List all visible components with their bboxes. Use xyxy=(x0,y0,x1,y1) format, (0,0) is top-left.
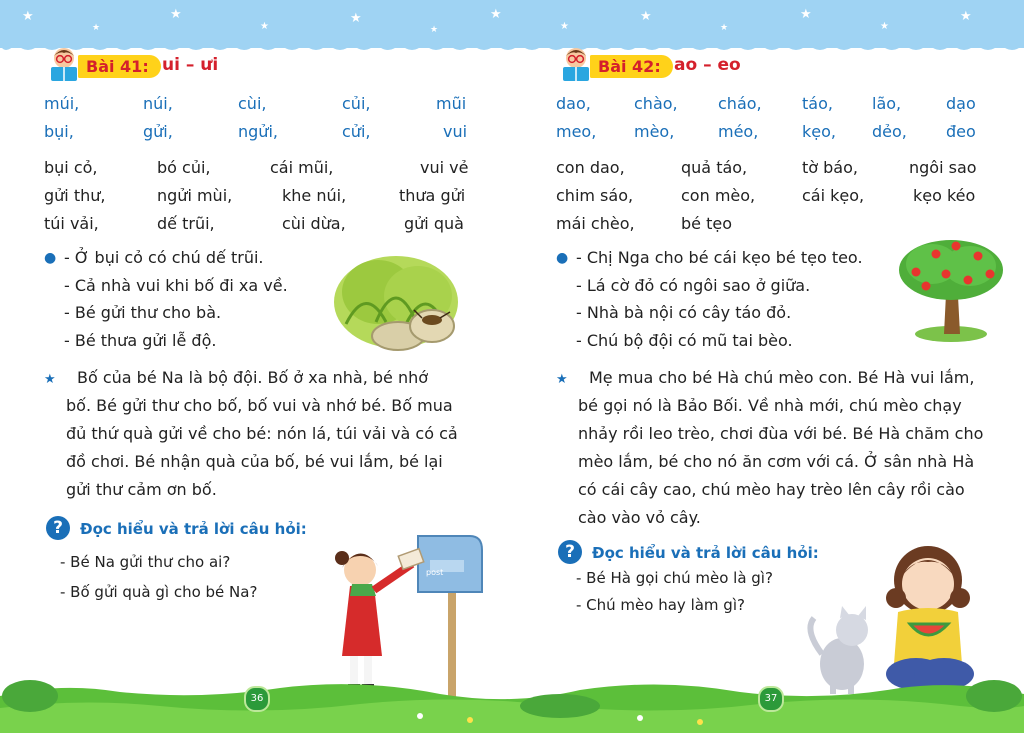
word: táo, xyxy=(802,94,833,113)
paragraph-line: nhảy rồi leo trèo, chơi đùa với bé. Bé Hà chăm cho xyxy=(578,424,984,443)
phrase: khe núi, xyxy=(282,186,347,205)
bullet-icon: ● xyxy=(44,250,57,266)
lesson-label: Bài 42: xyxy=(590,55,673,78)
phrase: tờ báo, xyxy=(802,158,858,177)
question: - Bố gửi quà gì cho bé Na? xyxy=(60,583,258,601)
paragraph-line: cào vào vỏ cây. xyxy=(578,508,701,527)
phrase: bé tẹo xyxy=(681,214,732,233)
star-decoration: ★ xyxy=(640,9,652,24)
question-icon: ? xyxy=(46,516,70,540)
phrase: quả táo, xyxy=(681,158,748,177)
word: méo, xyxy=(718,122,759,141)
question: - Bé Hà gọi chú mèo là gì? xyxy=(576,569,773,587)
phrase: vui vẻ xyxy=(420,158,469,177)
star-decoration: ★ xyxy=(22,9,34,24)
word: cháo, xyxy=(718,94,762,113)
phrase: ngôi sao xyxy=(909,158,977,177)
word: củi, xyxy=(342,94,371,113)
apple-tree-illustration xyxy=(896,234,1006,342)
phrase: bụi cỏ, xyxy=(44,158,98,177)
paragraph-line: có cái cây cao, chú mèo hay trèo lên cây rồi cào xyxy=(578,480,965,499)
star-decoration: ★ xyxy=(720,23,729,33)
reading-kid-icon xyxy=(48,46,80,82)
phrase: gửi quà xyxy=(404,214,464,233)
sentence: - Ở bụi cỏ có chú dế trũi. xyxy=(64,248,264,267)
star-decoration: ★ xyxy=(800,7,812,22)
right-page xyxy=(512,0,1024,733)
phrase: bó củi, xyxy=(157,158,211,177)
word: núi, xyxy=(143,94,173,113)
star-decoration: ★ xyxy=(880,21,889,32)
phrase: mái chèo, xyxy=(556,214,635,233)
word: kẹo, xyxy=(802,122,836,141)
star-decoration: ★ xyxy=(430,25,439,35)
word: dẻo, xyxy=(872,122,907,141)
star-decoration: ★ xyxy=(350,11,362,26)
word: đeo xyxy=(946,122,976,141)
phrase: con mèo, xyxy=(681,186,756,205)
phrase: kẹo kéo xyxy=(913,186,976,205)
paragraph-line: đồ chơi. Bé nhận quà của bố, bé vui lắm, bé lại xyxy=(66,452,443,471)
page-number: 36 xyxy=(244,686,270,712)
paragraph-line: Mẹ mua cho bé Hà chú mèo con. Bé Hà vui lắm, xyxy=(589,368,975,387)
phrase: cùi dừa, xyxy=(282,214,346,233)
lesson-title: ui – ưi xyxy=(162,55,219,75)
page-number: 37 xyxy=(758,686,784,712)
star-decoration: ★ xyxy=(170,7,182,22)
word: ngửi, xyxy=(238,122,278,141)
lesson-label: Bài 41: xyxy=(78,55,161,78)
mailbox-label: post xyxy=(426,568,444,577)
star-decoration: ★ xyxy=(92,23,101,33)
paragraph-line: gửi thư cảm ơn bố. xyxy=(66,480,217,499)
word: múi, xyxy=(44,94,80,113)
star-decoration: ★ xyxy=(490,7,502,22)
paragraph-line: bé gọi nó là Bảo Bối. Về nhà mới, chú mèo chạy xyxy=(578,396,962,415)
word: bụi, xyxy=(44,122,74,141)
question-title: Đọc hiểu và trả lời câu hỏi: xyxy=(592,544,819,562)
phrase: túi vải, xyxy=(44,214,99,233)
phrase: thưa gửi xyxy=(399,186,466,205)
word: mũi xyxy=(436,94,467,113)
sentence: - Nhà bà nội có cây táo đỏ. xyxy=(576,303,792,322)
word: cửi, xyxy=(342,122,371,141)
sentence: - Lá cờ đỏ có ngôi sao ở giữa. xyxy=(576,276,811,295)
paragraph-line: mèo lắm, bé cho nó ăn cơm với cá. Ở sân nhà Hà xyxy=(578,452,975,471)
sentence: - Chú bộ đội có mũ tai bèo. xyxy=(576,331,793,350)
word: vui xyxy=(443,122,468,141)
lesson-title: ao – eo xyxy=(674,55,741,75)
grass-ground xyxy=(0,676,1024,733)
phrase: dế trũi, xyxy=(157,214,215,233)
phrase: cái kẹo, xyxy=(802,186,865,205)
phrase: con dao, xyxy=(556,158,625,177)
word: mèo, xyxy=(634,122,675,141)
sentence: - Cả nhà vui khi bố đi xa về. xyxy=(64,276,288,295)
star-decoration: ★ xyxy=(960,9,972,24)
phrase: gửi thư, xyxy=(44,186,106,205)
sentence: - Bé gửi thư cho bà. xyxy=(64,303,222,322)
question-icon: ? xyxy=(558,540,582,564)
word: lão, xyxy=(872,94,902,113)
question: - Bé Na gửi thư cho ai? xyxy=(60,553,231,571)
sentence: - Chị Nga cho bé cái kẹo bé tẹo teo. xyxy=(576,248,863,267)
bush-illustration xyxy=(326,244,466,352)
star-decoration: ★ xyxy=(560,21,569,32)
question-title: Đọc hiểu và trả lời câu hỏi: xyxy=(80,520,307,538)
word: chào, xyxy=(634,94,678,113)
phrase: cái mũi, xyxy=(270,158,334,177)
star-icon: ★ xyxy=(556,372,568,387)
word: gửi, xyxy=(143,122,173,141)
sentence: - Bé thưa gửi lễ độ. xyxy=(64,331,217,350)
bullet-icon: ● xyxy=(556,250,569,266)
word: cùi, xyxy=(238,94,267,113)
reading-kid-icon xyxy=(560,46,592,82)
phrase: ngửi mùi, xyxy=(157,186,233,205)
star-decoration: ★ xyxy=(260,21,269,32)
word: dao, xyxy=(556,94,591,113)
word: meo, xyxy=(556,122,597,141)
phrase: chim sáo, xyxy=(556,186,634,205)
paragraph-line: bố. Bé gửi thư cho bố, bố vui và nhớ bé. Bố mua xyxy=(66,396,453,415)
star-icon: ★ xyxy=(44,372,56,387)
word: dạo xyxy=(946,94,976,113)
paragraph-line: Bố của bé Na là bộ đội. Bố ở xa nhà, bé nhớ xyxy=(77,368,429,387)
question: - Chú mèo hay làm gì? xyxy=(576,596,745,614)
paragraph-line: đủ thứ quà gửi về cho bé: nón lá, túi vải và có cả xyxy=(66,424,458,443)
